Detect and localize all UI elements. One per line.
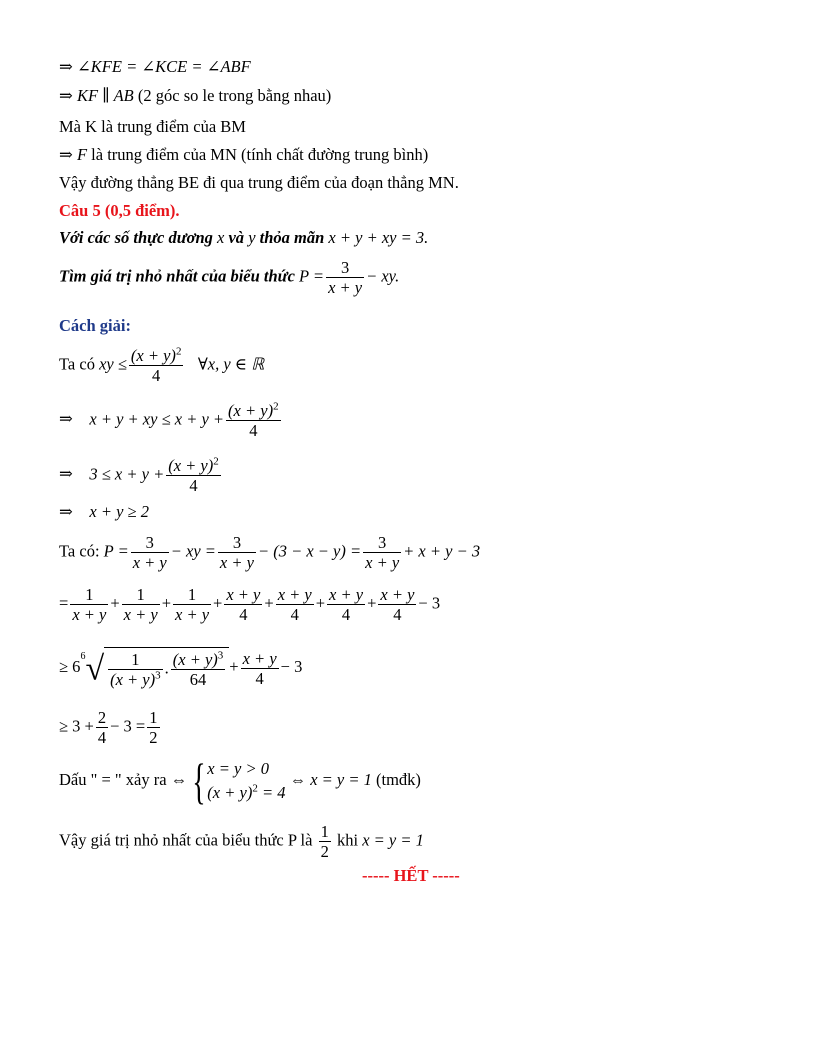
solution-step-1: Ta có xy ≤ $\frac{(x + y)^2}{4}$ ∀x, y ∈ ℝ [59, 345, 265, 385]
solution-step-6: = $\frac{1}{x + y}$ + $\frac{1}{x + y}$ + $\frac{1}{x + y}$ + $\frac{x + y}{4}$ + $\frac{x + y}{4}$ + $\frac{x + y}{4}$ + $\frac{x + y}{4}$ − 3 [59, 585, 441, 624]
solution-equality-case: Dấu " = " xảy ra ⇔ { x = y > 0 $(x + y)^2 = 4$ ⇔ x = y = 1 (tmđk) [59, 753, 421, 809]
line-midpoint-k: Mà K là trung điểm của BM [59, 117, 246, 136]
question-condition: Với các số thực dương x và y thỏa mãn x + y + xy = 3. [59, 228, 429, 247]
question-task: Tìm giá trị nhỏ nhất của biểu thức P = $\frac{3}{x + y}$ − xy. [59, 258, 400, 297]
solution-heading: Cách giải: [59, 316, 131, 335]
solution-step-4: ⇒ x + y ≥ 2 [59, 502, 149, 521]
solution-step-3: ⇒ 3 ≤ x + y + $\frac{(x + y)^2}{4}$ [59, 455, 219, 495]
question-heading: Câu 5 (0,5 điểm). [59, 201, 180, 220]
solution-step-5: Ta có: P = $\frac{3}{x + y}$ − xy = $\frac{3}{x + y}$ − (3 − x − y) = $\frac{3}{x + y}$ + x + y − 3 [59, 533, 481, 572]
end-marker: ----- HẾT ----- [362, 866, 460, 885]
solution-step-8: ≥ 3 + $\frac{2}{4}$ − 3 = $\frac{1}{2}$ [59, 708, 158, 747]
line-midpoint-f: ⇒ F là trung điểm của MN (tính chất đường trung bình) [59, 145, 429, 164]
line-conclusion-be: Vậy đường thẳng BE đi qua trung điểm của đoạn thẳng MN. [59, 173, 459, 192]
solution-final-answer: Vậy giá trị nhỏ nhất của biểu thức P là $\frac{1}{2}$ khi x = y = 1 [59, 822, 424, 861]
line-angle-equality: ⇒ ∠KFE = ∠KCE = ∠ABF [59, 57, 251, 76]
solution-step-7: ≥ $6^6√$ $\frac{1}{(x + y)^3}$ . $\frac{(x + y)^3}{64}$ + $\frac{x + y}{4}$ − 3 [59, 648, 303, 689]
line-parallel: ⇒ KF ∥ AB (2 góc so le trong bằng nhau) [59, 86, 332, 105]
solution-step-2: ⇒ x + y + xy ≤ x + y + $\frac{(x + y)^2}{4}$ [59, 400, 279, 440]
